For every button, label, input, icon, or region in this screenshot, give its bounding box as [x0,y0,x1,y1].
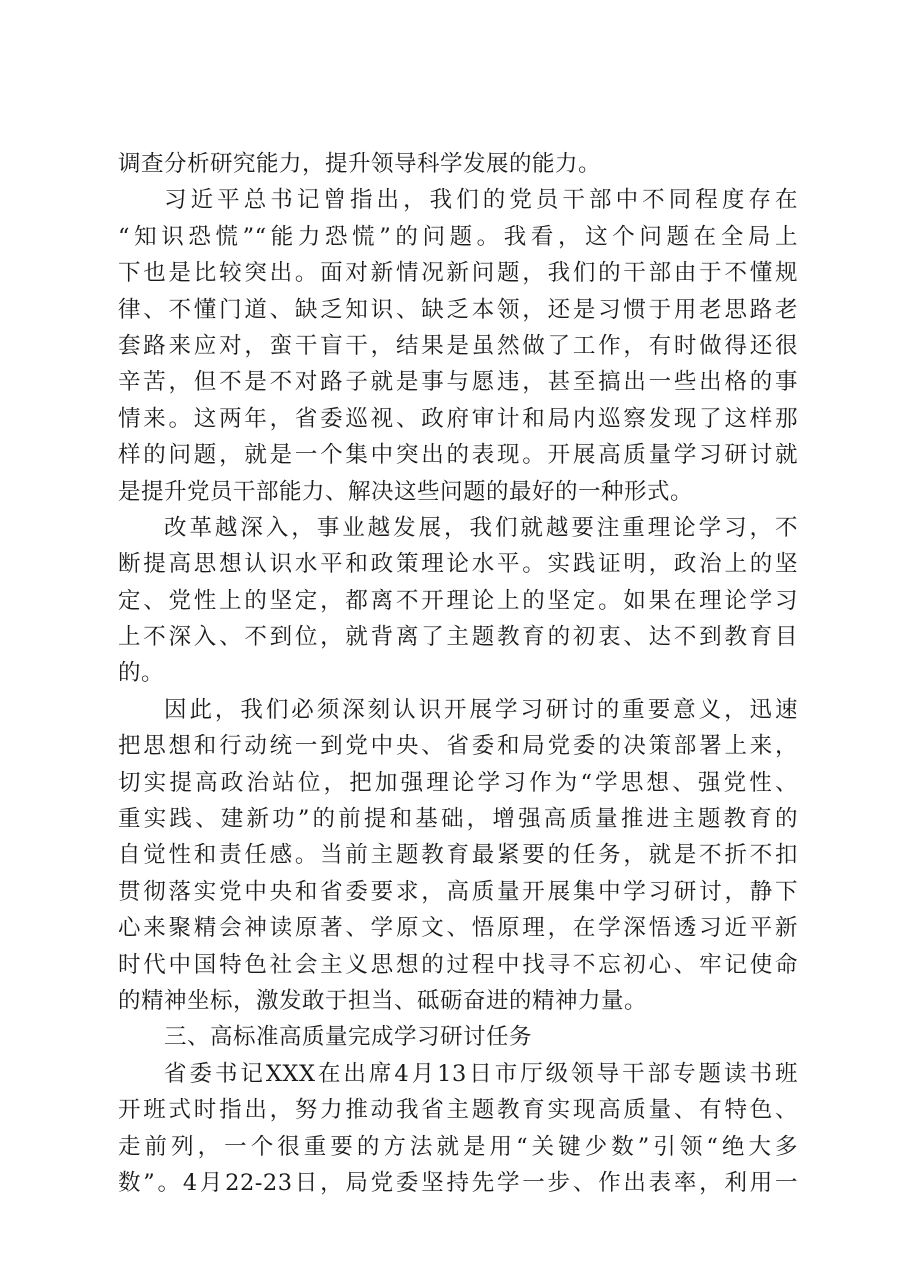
text-line: 改革越深入，事业越发展，我们就越要注重理论学习，不 [164,514,798,541]
text-line: 数”。4月22-23日，局党委坚持先学一步、作出表率，利用一 [118,1169,798,1196]
text-line: 样的问题，就是一个集中突出的表现。开展高质量学习研讨就 [118,442,798,469]
text-line: 走前列，一个很重要的方法就是用“关键少数”引领“绝大多 [118,1133,798,1160]
text-line: 上不深入、不到位，就背离了主题教育的初衷、达不到教育目 [118,624,798,651]
text-line: 时代中国特色社会主义思想的过程中找寻不忘初心、牢记使命 [118,951,798,978]
document-body [118,146,798,1201]
text-line: 调查分析研究能力，提升领导科学发展的能力。 [118,151,602,177]
text-line: 的。 [118,660,165,687]
text-line: “知识恐慌”“能力恐慌”的问题。我看，这个问题在全局上 [118,223,798,250]
text-line: 自觉性和责任感。当前主题教育最紧要的任务，就是不折不扣 [118,842,798,869]
text-line: 把思想和行动统一到党中央、省委和局党委的决策部署上来， [118,733,798,760]
text-line: 定、党性上的坚定，都离不开理论上的坚定。如果在理论学习 [118,587,798,614]
text-line: 重实践、建新功”的前提和基础，增强高质量推进主题教育的 [118,806,798,833]
text-line: 律、不懂门道、缺乏知识、缺乏本领，还是习惯于用老思路老 [118,296,798,323]
text-line: 情来。这两年，省委巡视、政府审计和局内巡察发现了这样那 [118,405,798,432]
text-line: 辛苦，但不是不对路子就是事与愿违，甚至搞出一些出格的事 [118,369,798,396]
text-line: 省委书记XXX在出席4月13日市厅级领导干部专题读书班 [164,1060,798,1087]
text-line: 三、高标准高质量完成学习研讨任务 [164,1024,533,1051]
text-line: 习近平总书记曾指出，我们的党员干部中不同程度存在 [164,187,798,214]
text-line: 是提升党员干部能力、解决这些问题的最好的一种形式。 [118,478,694,505]
text-line: 因此，我们必须深刻认识开展学习研讨的重要意义，迅速 [164,696,798,723]
text-line: 贯彻落实党中央和省委要求，高质量开展集中学习研讨，静下 [118,878,798,905]
text-line: 的精神坐标，激发敢于担当、砥砺奋进的精神力量。 [118,987,648,1014]
text-line: 开班式时指出，努力推动我省主题教育实现高质量、有特色、 [118,1097,798,1124]
text-line: 套路来应对，蛮干盲干，结果是虽然做了工作，有时做得还很 [118,332,798,359]
text-line: 下也是比较突出。面对新情况新问题，我们的干部由于不懂规 [118,260,798,287]
text-line: 切实提高政治站位，把加强理论学习作为“学思想、强党性、 [118,769,798,796]
text-line: 心来聚精会神读原著、学原文、悟原理，在学深悟透习近平新 [118,915,798,942]
text-line: 断提高思想认识水平和政策理论水平。实践证明，政治上的坚 [118,551,798,578]
